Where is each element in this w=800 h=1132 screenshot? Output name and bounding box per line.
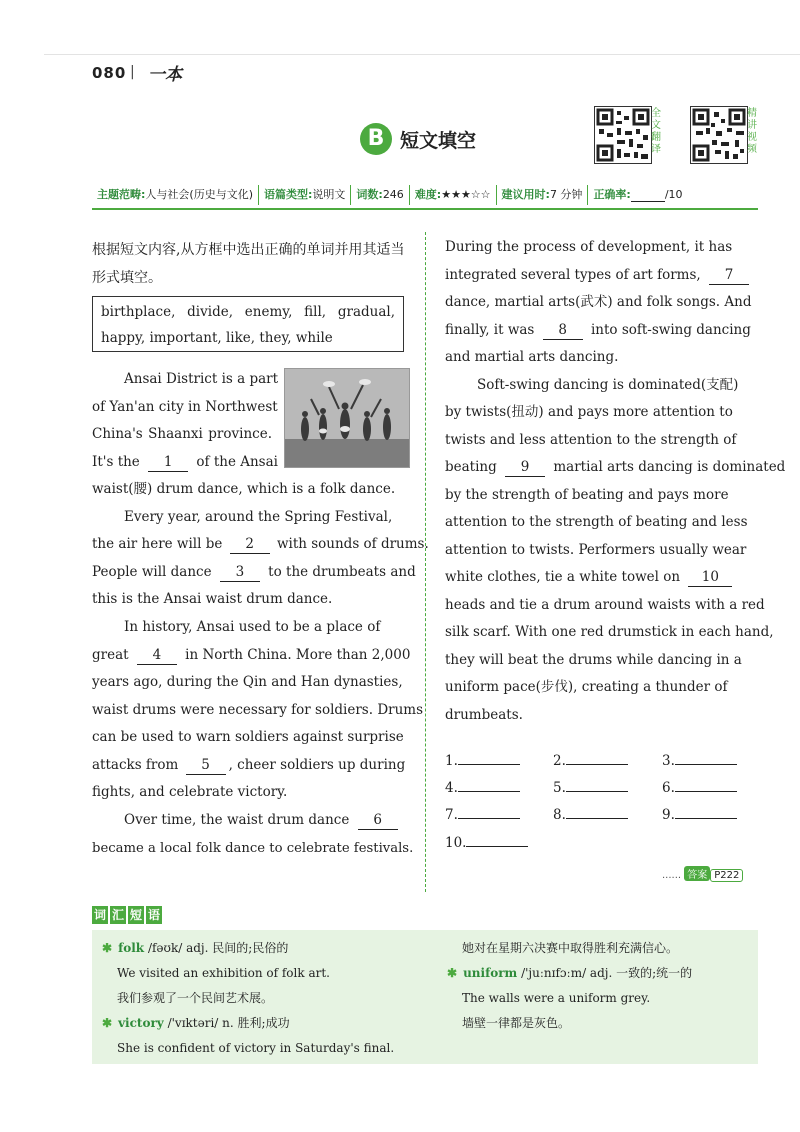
answer-slot-10[interactable] [445,832,528,851]
blank-4[interactable]: 4 [137,646,177,665]
vocab-heading [92,906,164,924]
answer-number: 8. [553,807,566,823]
vocab-word: uniform [463,966,518,980]
vocab-example-zh: 她对在星期六决赛中取得胜利充满信心。 [462,941,679,955]
qr-code-video[interactable] [690,106,748,164]
word-box [92,296,404,352]
answer-line[interactable] [458,777,520,792]
passage-line [445,454,786,482]
info-time: 建议用时:7 分钟 [497,185,589,205]
answer-line[interactable] [566,804,628,819]
blank-9[interactable]: 9 [505,458,545,477]
answer-number: 3. [662,753,675,769]
vocab-entry-folk [102,936,288,960]
drum-dancers-image [285,369,409,467]
passage-line: by twists(扭动) and pays more attention to [445,404,733,420]
vocab-heading-char: 语 [147,908,160,922]
answer-line[interactable] [675,750,737,765]
page-separator: | [130,64,135,80]
answer-number: 2. [553,753,566,769]
answer-slot-3[interactable] [662,750,737,769]
vocab-definition: /fəʊk/ adj. 民间的;民俗的 [147,941,289,955]
answer-number: 5. [553,780,566,796]
vocab-word: victory [118,1016,164,1030]
passage-word: , cheer soldiers up during [228,757,406,773]
passage-line [445,317,760,345]
info-accuracy: 正确率: /10 [593,188,683,201]
answer-slot-6[interactable] [662,777,737,796]
vocab-example-zh: 墙壁一律都是灰色。 [462,1016,571,1030]
passage-line [92,752,408,780]
answer-slot-1[interactable] [445,750,520,769]
passage-word: of the Ansai [196,454,278,470]
vocab-example-en: We visited an exhibition of folk art. [117,966,330,980]
passage-line [92,449,282,477]
vocab-example-en: The walls were a uniform grey. [462,991,651,1005]
info-difficulty: 难度:★★★☆☆ [410,185,497,205]
answer-slot-9[interactable] [662,804,737,823]
top-rule [44,54,800,55]
bullet-icon: ✱ [102,1016,113,1030]
passage-line: uniform pace(步伐), creating a thunder of [445,679,728,695]
passage-line: drumbeats. [445,707,523,723]
passage-line: Soft-swing dancing is dominated(支配) [477,377,739,393]
qr-label-video: 精 讲 视 频 [747,108,757,155]
answer-line[interactable] [466,832,528,847]
passage-line: Ansai District is a part [124,371,279,387]
answer-number: 6. [662,780,675,796]
passage-line: can be used to warn soldiers against surprise [92,729,404,745]
answer-ref-page: P222 [710,869,743,882]
passage-line [92,421,272,449]
answer-number: 4. [445,780,458,796]
brand-logo: 一本 [148,65,182,85]
answer-slot-7[interactable] [445,804,520,823]
passage-line [124,807,408,835]
answer-number: 9. [662,807,675,823]
passage-word: province. [208,426,272,442]
answer-ref-dots: ...... [662,870,682,881]
answer-number: 7. [445,807,458,823]
blank-8[interactable]: 8 [543,321,583,340]
vocab-definition: /'juːnɪfɔːm/ adj. 一致的;统一的 [521,966,693,980]
vocab-panel [92,930,758,1064]
passage-word: with sounds of drums. [276,536,429,552]
answer-line[interactable] [566,777,628,792]
passage-line [445,262,760,290]
bullet-icon: ✱ [102,941,113,955]
passage-word: attacks from [92,757,179,773]
passage-line: years ago, during the Qin and Han dynasties, [92,674,403,690]
passage-line: dance, martial arts(武术) and folk songs. And [445,294,752,310]
passage-word: It's the [92,454,140,470]
answer-line[interactable] [675,804,737,819]
answer-number: 10. [445,835,467,851]
answer-line[interactable] [566,750,628,765]
passage-line [92,642,411,670]
bullet-icon: ✱ [447,966,458,980]
answer-slot-5[interactable] [553,777,628,796]
passage-line: Every year, around the Spring Festival, [124,509,393,525]
passage-word: finally, it was [445,322,535,338]
blank-5[interactable]: 5 [186,756,226,775]
passage-line: this is the Ansai waist drum dance. [92,591,333,607]
vocab-heading-char: 短 [129,908,142,922]
blank-2[interactable]: 2 [230,535,270,554]
passage-line: attention to the strength of beating and less [445,514,748,530]
answer-slot-8[interactable] [553,804,628,823]
passage-line: In history, Ansai used to be a place of [124,619,381,635]
info-word-count: 词数:246 [351,185,409,205]
passage-word: martial arts dancing is dominated [553,459,786,475]
passage-word: into soft-swing dancing [590,322,751,338]
passage-line [92,559,416,587]
passage-word: great [92,647,129,663]
info-bar [92,182,758,210]
passage-word: Shaanxi [148,426,203,442]
passage-line: and martial arts dancing. [445,349,619,365]
passage-line: waist(腰) drum dance, which is a folk dance. [92,481,396,497]
passage-word: to the drumbeats and [268,564,416,580]
section-badge: B [360,123,392,155]
section-title: 短文填空 [400,130,477,152]
passage-line: by the strength of beating and pays more [445,487,729,503]
qr-label-translation: 全 文 翻 译 [651,108,661,155]
qr-code-icon [691,107,747,163]
info-genre: 语篇类型:说明文 [259,185,351,205]
passage-line: twists and less attention to the strength of [445,432,737,448]
answer-slot-4[interactable] [445,777,520,796]
vocab-example-zh: 我们参观了一个民间艺术展。 [117,991,274,1005]
passage-line: attention to twists. Performers usually wear [445,542,747,558]
passage-word: integrated several types of art forms, [445,267,701,283]
passage-word: Over time, the waist drum dance [124,812,350,828]
info-theme: 主题范畴:人与社会(历史与文化) [92,185,259,205]
word-box-line: birthplace, divide, enemy, fill, gradual, [101,304,395,320]
vocab-entry-victory [102,1011,290,1035]
vocab-heading-char: 汇 [111,908,124,922]
vocab-example-en: She is confident of victory in Saturday's final. [117,1041,395,1055]
answer-line[interactable] [458,750,520,765]
vocab-heading-char: 词 [93,908,106,922]
passage-line: they will beat the drums while dancing in a [445,652,742,668]
qr-code-icon [595,107,651,163]
blank-7[interactable]: 7 [709,266,749,285]
passage-line: heads and tie a drum around waists with a red [445,597,765,613]
passage-line [92,531,429,559]
blank-1[interactable]: 1 [148,453,188,472]
blank-6[interactable]: 6 [358,811,398,830]
passage-word: white clothes, tie a white towel on [445,569,681,585]
passage-line: During the process of development, it has [445,239,733,255]
answer-ref-tag: 答案 [684,866,710,881]
passage-line: silk scarf. With one red drumstick in each hand, [445,624,774,640]
answer-line[interactable] [675,777,737,792]
answer-slot-2[interactable] [553,750,628,769]
passage-line [445,564,760,592]
answer-number: 1. [445,753,458,769]
qr-code-translation[interactable] [594,106,652,164]
instructions: 根据短文内容,从方框中选出正确的单词并用其适当形式填空。 [92,242,405,286]
passage-line: became a local folk dance to celebrate festivals. [92,841,414,856]
vocab-word: folk [118,941,145,955]
vocab-entry-uniform [447,961,692,985]
accuracy-blank[interactable] [631,189,665,202]
answer-line[interactable] [458,804,520,819]
column-divider [425,232,426,892]
passage-word: China's [92,426,143,442]
page-number: 080 [92,64,127,82]
drum-dance-photo [284,368,410,468]
vocab-definition: /'vɪktəri/ n. 胜利;成功 [167,1016,290,1030]
passage-word: the air here will be [92,536,223,552]
blank-3[interactable]: 3 [220,563,260,582]
passage-line: waist drums were necessary for soldiers. Drums [92,702,424,718]
passage-line: fights, and celebrate victory. [92,784,288,800]
passage-line: of Yan'an city in Northwest [92,399,278,415]
passage-word: People will dance [92,564,212,580]
word-box-line: happy, important, like, they, while [101,330,333,346]
passage-word: beating [445,459,497,475]
blank-10[interactable]: 10 [688,568,732,587]
answer-reference[interactable] [662,866,743,882]
passage-word: in North China. More than 2,000 [185,647,411,663]
